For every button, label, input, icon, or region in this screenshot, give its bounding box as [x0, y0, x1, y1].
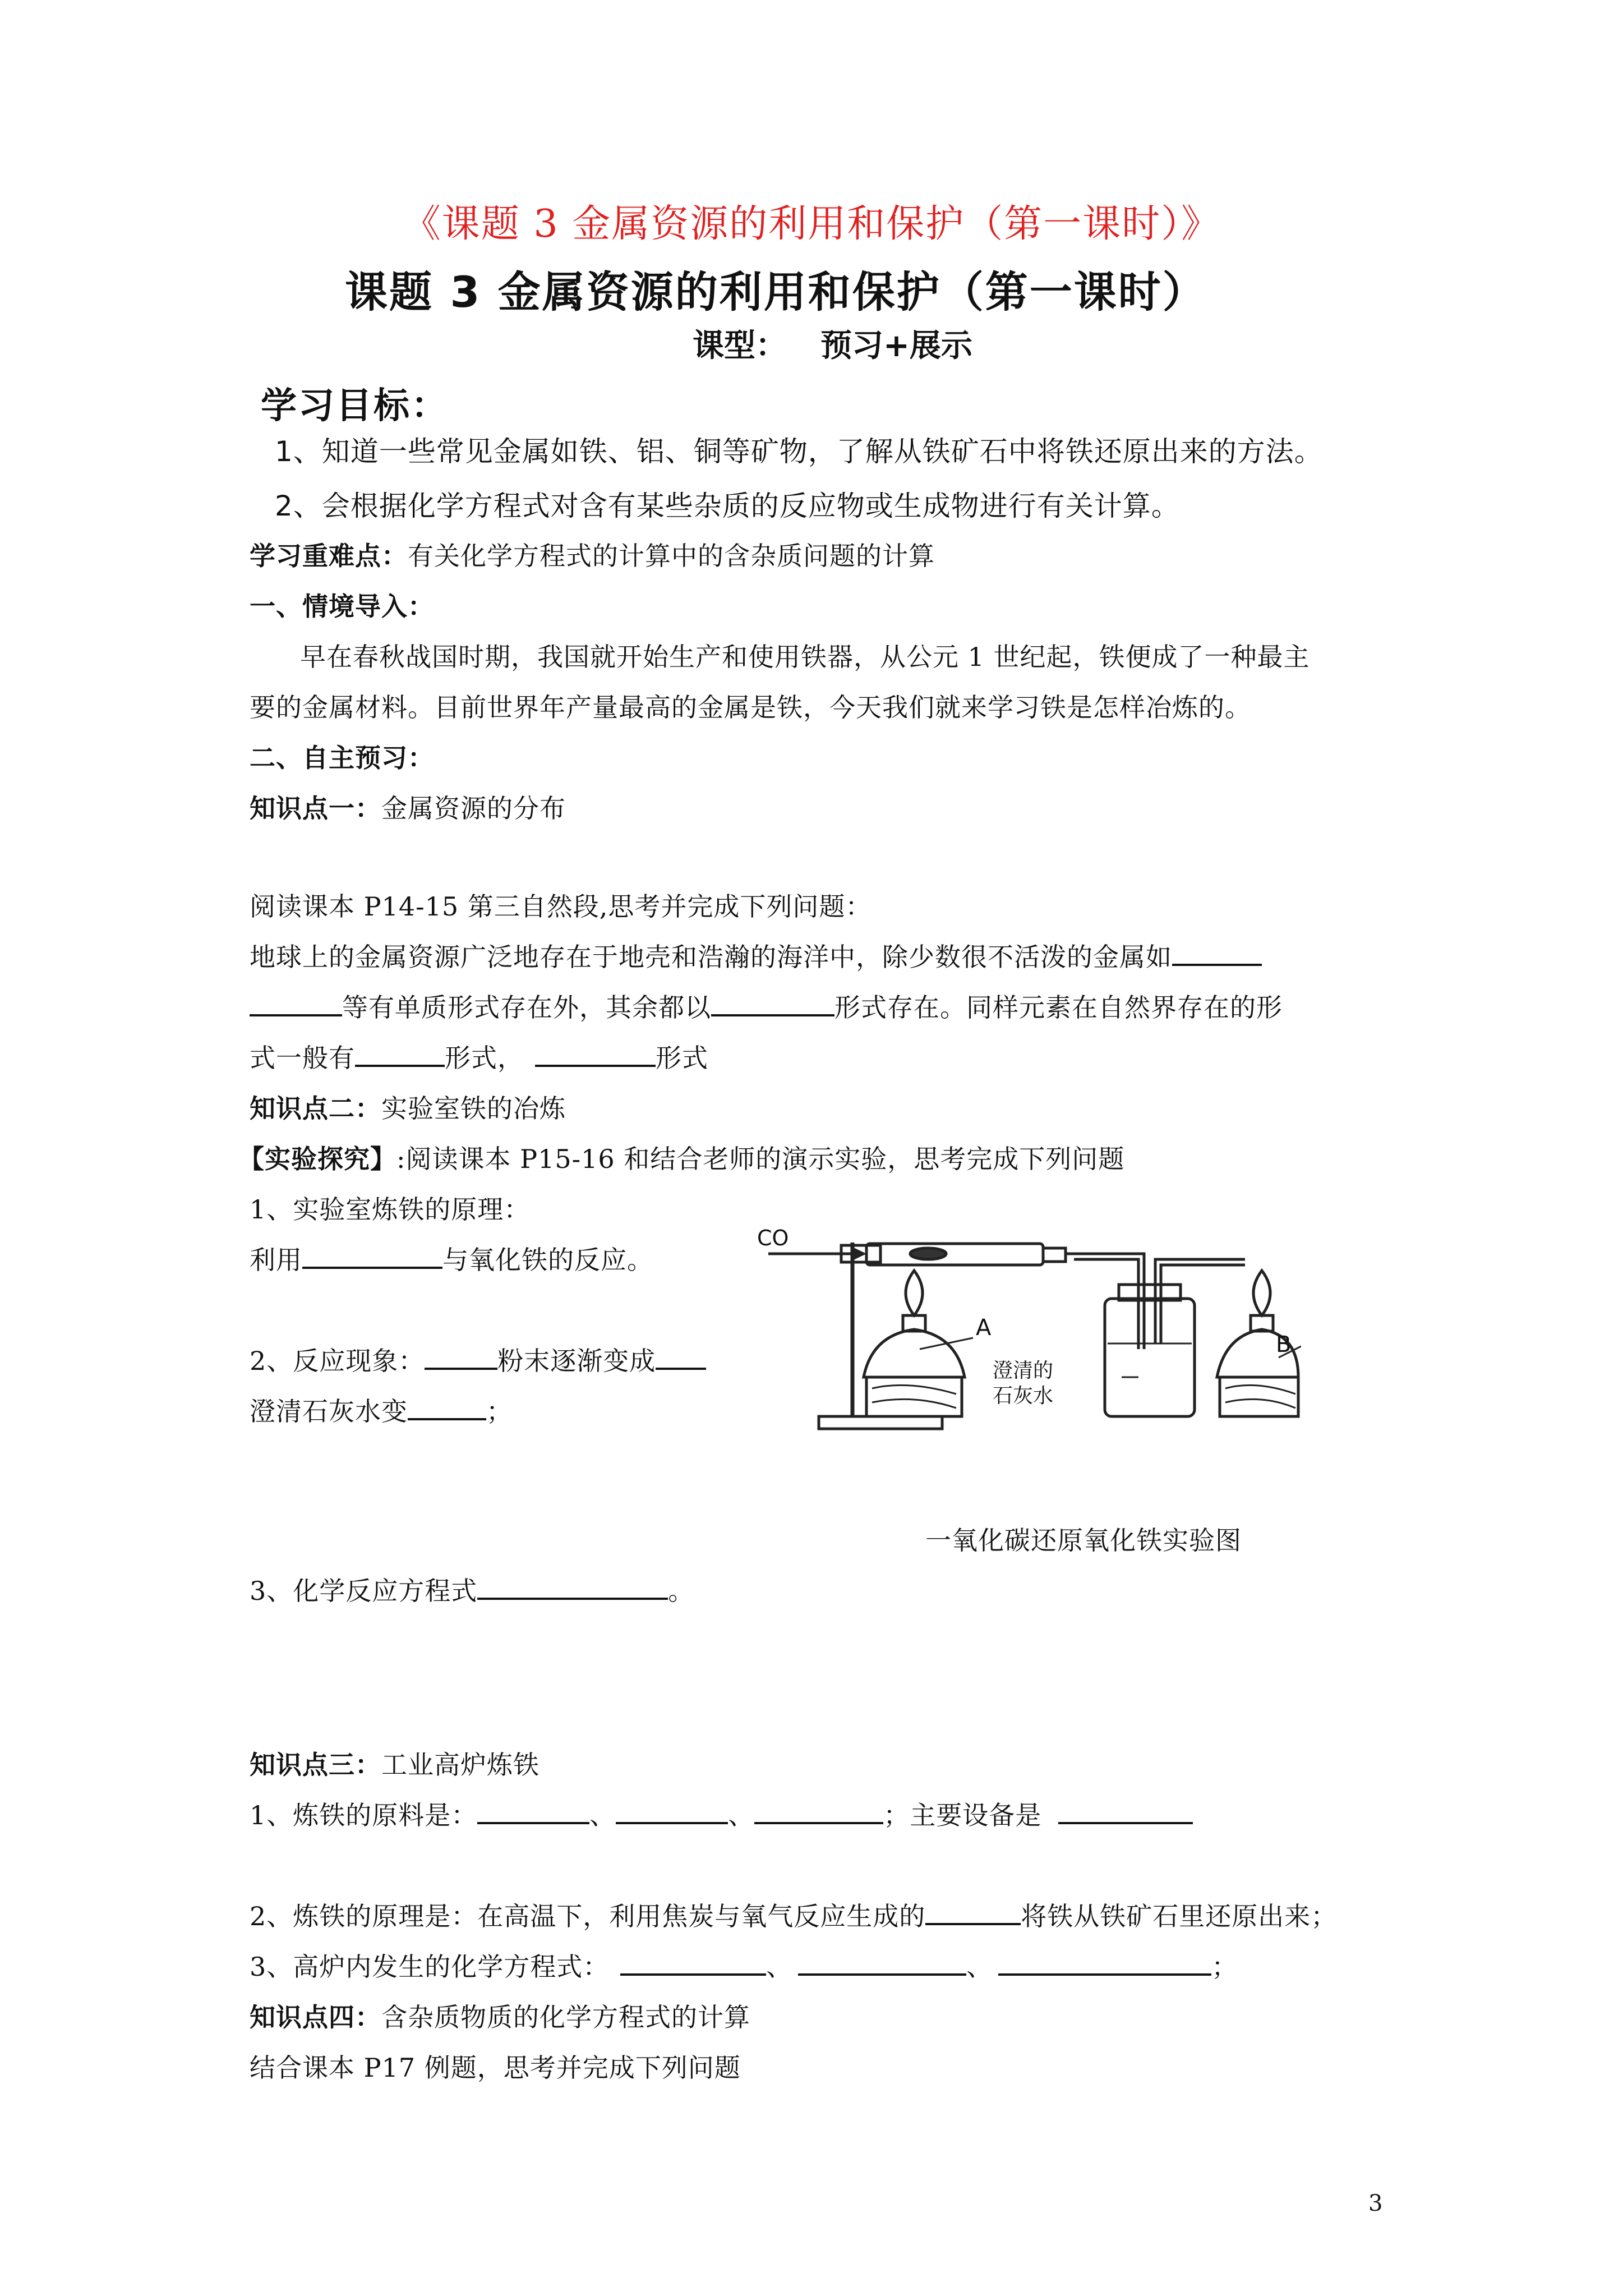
kp2-text: ；: [486, 1396, 513, 1427]
kp1-text: 形式存在。同样元素在自然界存在的形: [834, 992, 1283, 1023]
answer-blank[interactable]: [620, 1949, 766, 1976]
kp-label: 知识点一：: [250, 793, 381, 823]
kp-title: 含杂质物质的化学方程式的计算: [381, 2002, 750, 2032]
kp1-text: 等有单质形式存在外，其余都以: [342, 992, 711, 1023]
knowledge-point-3: [250, 1745, 540, 1782]
answer-blank[interactable]: [998, 1949, 1211, 1976]
reaction-tube: [866, 1244, 1043, 1265]
kp4-instruction: 结合课本 P17 例题，思考并完成下列问题: [250, 2053, 741, 2083]
kp-label: 知识点三：: [250, 1750, 381, 1780]
answer-blank[interactable]: [408, 1393, 486, 1420]
flame-b: [1253, 1271, 1270, 1315]
kp1-question-line: [250, 1038, 708, 1075]
kp1-question-line: [250, 987, 1283, 1024]
bottle-label-line2: 石灰水: [993, 1384, 1054, 1407]
figure-caption: 一氧化碳还原氧化铁实验图: [925, 1525, 1242, 1556]
kp2-question-line: [250, 1571, 694, 1608]
answer-blank[interactable]: [616, 1797, 728, 1824]
answer-blank[interactable]: [1058, 1797, 1193, 1824]
page-number: 3: [1368, 2191, 1383, 2216]
knowledge-point-1: [250, 788, 566, 825]
kp3-text: ；主要设备是: [883, 1800, 1042, 1830]
wood-grain-b: [1225, 1385, 1295, 1408]
kp3-sep: 、: [966, 1952, 993, 1982]
document-title: 《课题 3 金属资源的利用和保护（第一课时）》: [402, 202, 1221, 246]
kp-title: 工业高炉炼铁: [381, 1750, 540, 1780]
kp1-text: 式一般有: [250, 1043, 355, 1073]
outlet-tube-inner: [1161, 1265, 1245, 1343]
kp3-text: 1、炼铁的原料是：: [250, 1800, 478, 1830]
kp2-question-line: [250, 1391, 513, 1428]
answer-blank[interactable]: [798, 1949, 966, 1976]
kp-label: 知识点四：: [250, 2002, 381, 2032]
kp3-text: ；: [1211, 1952, 1238, 1982]
kp3-sep: 、: [766, 1952, 793, 1982]
kp2-question: 1、实验室炼铁的原理：: [250, 1194, 531, 1225]
knowledge-point-4: [250, 1997, 750, 2034]
key-points: [250, 536, 935, 573]
goal-item: 2、会根据化学方程式对含有某些杂质的反应物或生成物进行有关计算。: [275, 490, 1180, 522]
kp3-sep: 、: [728, 1800, 755, 1830]
answer-blank[interactable]: [477, 1573, 668, 1600]
kp3-text: 2、炼铁的原理是：在高温下，利用焦炭与氧气反应生成的: [250, 1901, 926, 1931]
bottle-label-line1: 澄清的: [993, 1359, 1054, 1382]
limewater-bottle: [1105, 1299, 1195, 1416]
lamp-a-label: A: [976, 1315, 992, 1341]
stand-base: [819, 1416, 942, 1429]
answer-blank[interactable]: [355, 1040, 445, 1067]
lesson-type-value: 预习+展示: [820, 328, 972, 364]
kp2-question-line: [250, 1240, 653, 1277]
lesson-title: 课题 3 金属资源的利用和保护（第一课时）: [345, 267, 1207, 317]
kp-title: 金属资源的分布: [381, 793, 566, 823]
goals-heading: 学习目标：: [261, 385, 449, 427]
co-label: CO: [757, 1226, 789, 1250]
kp1-text: 地球上的金属资源广泛地存在于地壳和浩瀚的海洋中，除少数很不活泼的金属如: [250, 942, 1172, 972]
answer-blank[interactable]: [302, 1242, 442, 1269]
goal-item: 1、知道一些常见金属如铁、铝、铜等矿物，了解从铁矿石中将铁还原出来的方法。: [275, 435, 1323, 468]
explore-label: 【实验探究】: [238, 1144, 396, 1174]
answer-blank[interactable]: [535, 1040, 656, 1067]
key-points-label: 学习重难点：: [250, 541, 408, 571]
answer-blank[interactable]: [754, 1797, 883, 1824]
answer-blank[interactable]: [925, 1898, 1021, 1925]
kp1-question-line: [250, 937, 1262, 974]
kp3-text: 3、高炉内发生的化学方程式：: [250, 1952, 610, 1982]
lamp-b-label: B: [1276, 1332, 1292, 1358]
kp-label: 知识点二：: [250, 1093, 381, 1124]
section-heading: 一、情境导入：: [250, 591, 434, 622]
kp3-text: 将铁从铁矿石里还原出来；: [1021, 1901, 1338, 1931]
answer-blank[interactable]: [1172, 939, 1262, 966]
block-b: [1220, 1377, 1298, 1416]
iron-oxide-powder: [910, 1248, 946, 1259]
knowledge-point-2: [250, 1088, 566, 1125]
flame-a: [906, 1271, 923, 1315]
intro-paragraph-line: 早在春秋战国时期，我国就开始生产和使用铁器，从公元 1 世纪起，铁便成了一种最主: [300, 642, 1310, 672]
block-a: [866, 1377, 962, 1416]
kp2-text: 与氧化铁的反应。: [442, 1245, 653, 1275]
alcohol-lamp-a: [864, 1329, 965, 1377]
co-reduction-apparatus-figure: [751, 1209, 1301, 1444]
answer-blank[interactable]: [250, 990, 342, 1016]
answer-blank[interactable]: [711, 990, 834, 1016]
intro-paragraph-line: 要的金属材料。目前世界年产量最高的金属是铁，今天我们就来学习铁是怎样冶炼的。: [250, 692, 1251, 723]
kp2-text: 利用: [250, 1245, 302, 1275]
kp2-text: 粉末逐渐变成: [497, 1346, 656, 1376]
kp2-text: 3、化学反应方程式: [250, 1576, 478, 1606]
kp-title: 实验室铁的冶炼: [381, 1093, 566, 1124]
tube-stopper: [1043, 1248, 1066, 1262]
answer-blank[interactable]: [477, 1797, 589, 1824]
kp3-question-line: [250, 1795, 1193, 1832]
kp2-text: 2、反应现象：: [250, 1346, 425, 1376]
kp3-sep: 、: [589, 1800, 616, 1830]
kp1-text: 形式，: [445, 1043, 524, 1073]
lesson-type-label: 课型：: [693, 328, 787, 364]
answer-blank[interactable]: [425, 1343, 497, 1370]
section-heading: 二、自主预习：: [250, 743, 434, 773]
pointer-a: [920, 1338, 973, 1349]
kp2-text: 澄清石灰水变: [250, 1396, 408, 1427]
key-points-text: 有关化学方程式的计算中的含杂质问题的计算: [408, 541, 935, 571]
answer-blank[interactable]: [656, 1343, 706, 1370]
kp2-question-line: [250, 1341, 706, 1378]
kp3-question-line: [250, 1947, 1238, 1984]
kp1-instruction: 阅读课本 P14-15 第三自然段,思考并完成下列问题：: [250, 891, 872, 922]
kp2-text: 。: [668, 1576, 695, 1606]
kp3-question-line: [250, 1896, 1337, 1933]
wood-grain-a: [872, 1385, 956, 1408]
lesson-type: [693, 321, 972, 366]
kp2-explore: [238, 1139, 1124, 1176]
co-arrow-head: [852, 1247, 866, 1260]
explore-text: :阅读课本 P15-16 和结合老师的演示实验，思考完成下列问题: [396, 1144, 1125, 1174]
kp1-text: 形式: [656, 1043, 708, 1073]
